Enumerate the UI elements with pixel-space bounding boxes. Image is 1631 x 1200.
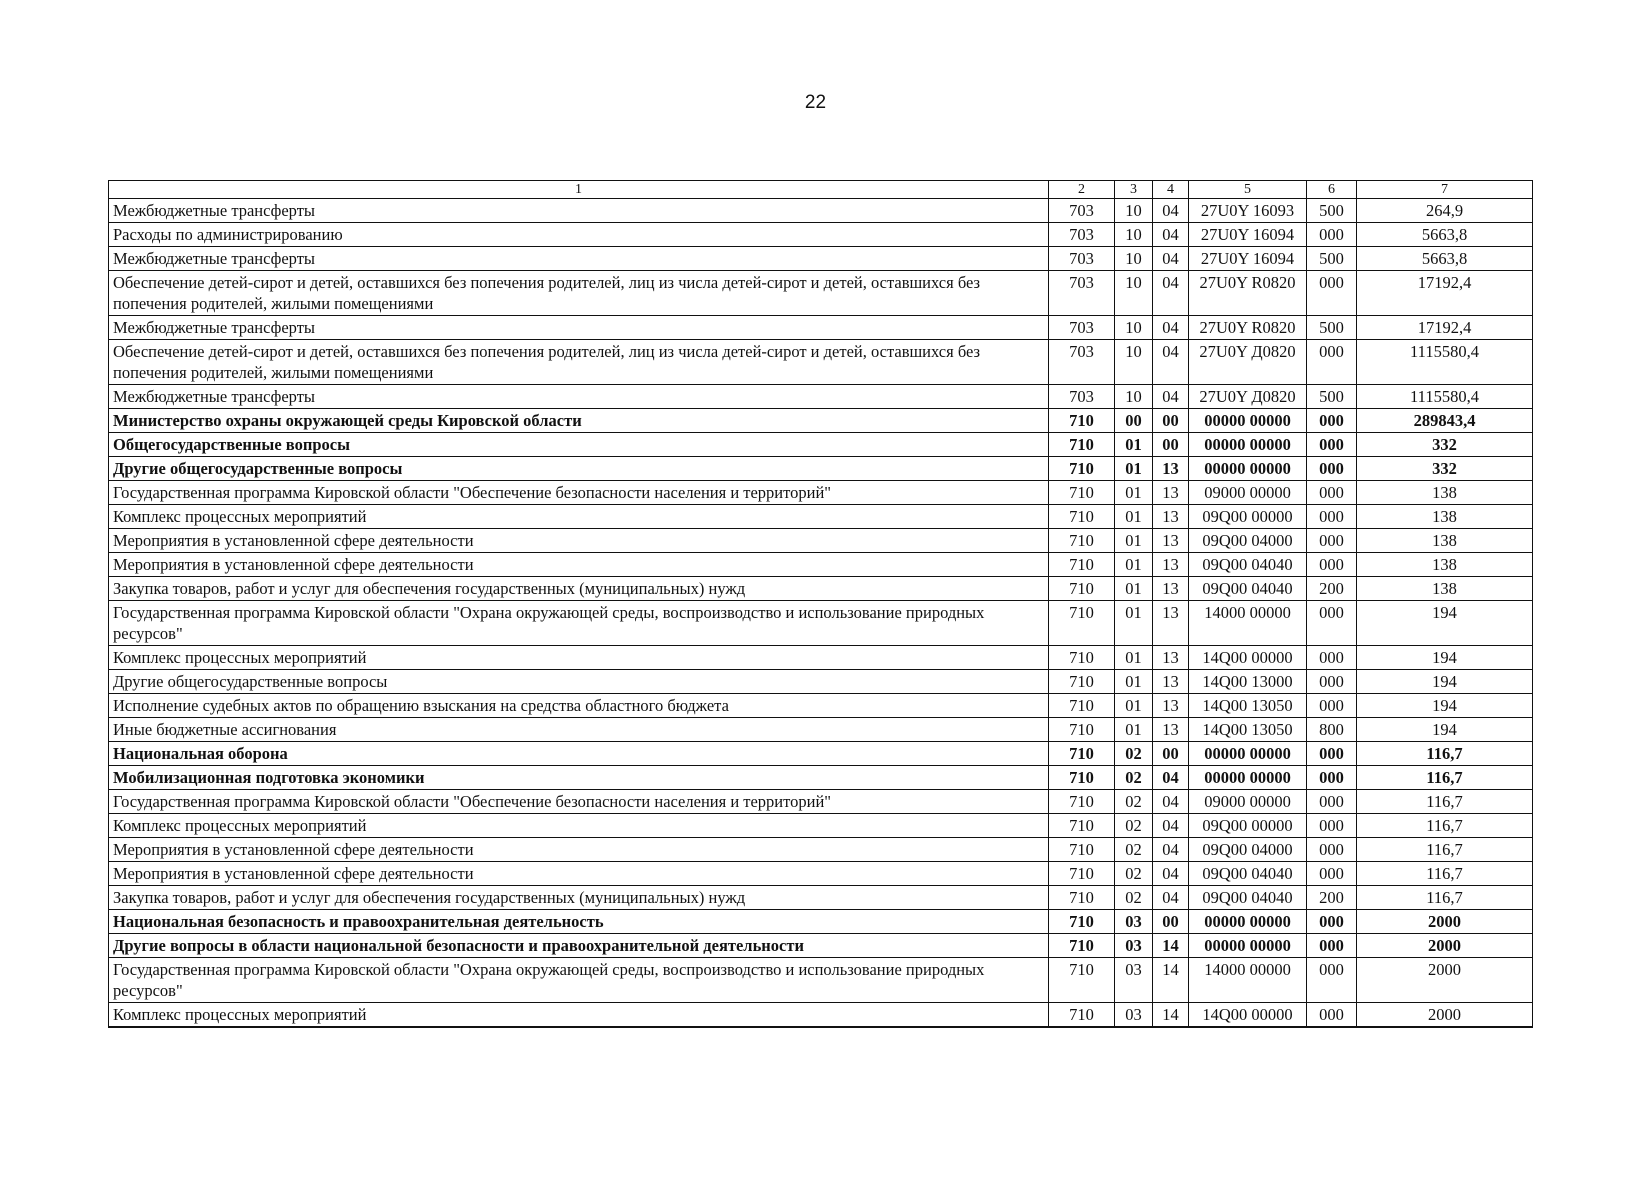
row-code-3-cell: 03 <box>1115 934 1153 958</box>
row-code-6-cell: 000 <box>1307 814 1357 838</box>
row-code-6-cell: 000 <box>1307 910 1357 934</box>
row-code-3-cell: 01 <box>1115 694 1153 718</box>
row-code-4-cell: 13 <box>1153 577 1189 601</box>
row-code-4-cell: 04 <box>1153 247 1189 271</box>
row-code-2-cell: 710 <box>1049 718 1115 742</box>
row-amount-cell: 5663,8 <box>1357 223 1533 247</box>
row-code-3-cell: 02 <box>1115 814 1153 838</box>
row-code-2-cell: 710 <box>1049 742 1115 766</box>
row-code-2-cell: 710 <box>1049 790 1115 814</box>
budget-table <box>108 180 1533 1028</box>
row-code-2-cell: 710 <box>1049 958 1115 1003</box>
row-code-4-cell: 13 <box>1153 601 1189 646</box>
table-row <box>109 340 1533 385</box>
row-name-cell: Государственная программа Кировской области "Охрана окружающей среды, воспроизводство и использование природных ресурсов" <box>109 601 1049 646</box>
row-code-6-cell: 000 <box>1307 934 1357 958</box>
row-amount-cell: 2000 <box>1357 1003 1533 1028</box>
row-name-cell: Комплекс процессных мероприятий <box>109 646 1049 670</box>
row-code-3-cell: 03 <box>1115 1003 1153 1028</box>
row-code-4-cell: 04 <box>1153 316 1189 340</box>
row-name-cell: Комплекс процессных мероприятий <box>109 1003 1049 1028</box>
row-code-2-cell: 710 <box>1049 934 1115 958</box>
row-amount-cell: 138 <box>1357 505 1533 529</box>
row-code-6-cell: 200 <box>1307 577 1357 601</box>
row-amount-cell: 116,7 <box>1357 766 1533 790</box>
row-name-cell: Государственная программа Кировской области "Обеспечение безопасности населения и территорий" <box>109 790 1049 814</box>
row-code-6-cell: 000 <box>1307 433 1357 457</box>
row-code-4-cell: 04 <box>1153 814 1189 838</box>
row-code-2-cell: 710 <box>1049 433 1115 457</box>
table-row <box>109 862 1533 886</box>
row-code-4-cell: 13 <box>1153 457 1189 481</box>
row-amount-cell: 138 <box>1357 553 1533 577</box>
row-name-cell: Мероприятия в установленной сфере деятельности <box>109 529 1049 553</box>
row-amount-cell: 194 <box>1357 646 1533 670</box>
row-name-cell: Общегосударственные вопросы <box>109 433 1049 457</box>
row-code-5-cell: 00000 00000 <box>1189 910 1307 934</box>
row-code-4-cell: 14 <box>1153 958 1189 1003</box>
row-code-6-cell: 000 <box>1307 601 1357 646</box>
row-code-2-cell: 703 <box>1049 340 1115 385</box>
row-code-6-cell: 800 <box>1307 718 1357 742</box>
row-code-6-cell: 000 <box>1307 862 1357 886</box>
table-row <box>109 271 1533 316</box>
row-code-2-cell: 710 <box>1049 670 1115 694</box>
row-code-3-cell: 03 <box>1115 958 1153 1003</box>
row-code-4-cell: 13 <box>1153 481 1189 505</box>
row-code-5-cell: 09Q00 04040 <box>1189 577 1307 601</box>
row-code-4-cell: 04 <box>1153 790 1189 814</box>
row-code-4-cell: 04 <box>1153 862 1189 886</box>
row-code-5-cell: 09Q00 04040 <box>1189 862 1307 886</box>
row-code-5-cell: 00000 00000 <box>1189 409 1307 433</box>
row-code-2-cell: 703 <box>1049 271 1115 316</box>
row-code-3-cell: 10 <box>1115 271 1153 316</box>
table-row <box>109 385 1533 409</box>
row-code-6-cell: 000 <box>1307 553 1357 577</box>
row-name-cell: Межбюджетные трансферты <box>109 199 1049 223</box>
table-row <box>109 910 1533 934</box>
row-code-6-cell: 000 <box>1307 457 1357 481</box>
row-code-4-cell: 04 <box>1153 223 1189 247</box>
row-name-cell: Межбюджетные трансферты <box>109 316 1049 340</box>
row-code-6-cell: 000 <box>1307 742 1357 766</box>
row-code-4-cell: 04 <box>1153 838 1189 862</box>
row-amount-cell: 116,7 <box>1357 886 1533 910</box>
row-code-4-cell: 00 <box>1153 742 1189 766</box>
table-row <box>109 601 1533 646</box>
row-code-2-cell: 710 <box>1049 553 1115 577</box>
row-code-4-cell: 04 <box>1153 886 1189 910</box>
row-name-cell: Комплекс процессных мероприятий <box>109 814 1049 838</box>
table-row <box>109 670 1533 694</box>
row-code-3-cell: 02 <box>1115 886 1153 910</box>
row-code-6-cell: 000 <box>1307 340 1357 385</box>
row-code-3-cell: 01 <box>1115 433 1153 457</box>
row-code-3-cell: 01 <box>1115 718 1153 742</box>
row-name-cell: Комплекс процессных мероприятий <box>109 505 1049 529</box>
row-code-3-cell: 01 <box>1115 601 1153 646</box>
row-amount-cell: 2000 <box>1357 934 1533 958</box>
row-code-2-cell: 710 <box>1049 529 1115 553</box>
row-code-4-cell: 04 <box>1153 766 1189 790</box>
header-col-3: 3 <box>1115 181 1153 199</box>
row-code-4-cell: 04 <box>1153 271 1189 316</box>
row-code-4-cell: 00 <box>1153 409 1189 433</box>
row-amount-cell: 138 <box>1357 481 1533 505</box>
row-name-cell: Другие общегосударственные вопросы <box>109 670 1049 694</box>
row-code-2-cell: 703 <box>1049 316 1115 340</box>
table-row <box>109 694 1533 718</box>
header-col-7: 7 <box>1357 181 1533 199</box>
row-amount-cell: 5663,8 <box>1357 247 1533 271</box>
row-code-3-cell: 10 <box>1115 223 1153 247</box>
table-row <box>109 457 1533 481</box>
row-code-5-cell: 09Q00 00000 <box>1189 505 1307 529</box>
row-code-3-cell: 10 <box>1115 385 1153 409</box>
row-name-cell: Мероприятия в установленной сфере деятельности <box>109 862 1049 886</box>
row-code-5-cell: 27U0Y R0820 <box>1189 316 1307 340</box>
table-body <box>109 199 1533 1028</box>
row-amount-cell: 194 <box>1357 718 1533 742</box>
row-code-2-cell: 710 <box>1049 838 1115 862</box>
row-name-cell: Мероприятия в установленной сфере деятельности <box>109 838 1049 862</box>
row-code-5-cell: 09Q00 04000 <box>1189 838 1307 862</box>
row-code-2-cell: 710 <box>1049 910 1115 934</box>
row-code-4-cell: 04 <box>1153 340 1189 385</box>
header-col-1: 1 <box>109 181 1049 199</box>
row-code-6-cell: 000 <box>1307 766 1357 790</box>
row-code-5-cell: 09000 00000 <box>1189 790 1307 814</box>
table-row <box>109 247 1533 271</box>
table-row <box>109 433 1533 457</box>
row-amount-cell: 332 <box>1357 433 1533 457</box>
row-code-3-cell: 03 <box>1115 910 1153 934</box>
row-code-4-cell: 13 <box>1153 553 1189 577</box>
row-code-3-cell: 00 <box>1115 409 1153 433</box>
row-code-6-cell: 000 <box>1307 838 1357 862</box>
row-code-4-cell: 14 <box>1153 934 1189 958</box>
row-code-4-cell: 04 <box>1153 199 1189 223</box>
row-amount-cell: 264,9 <box>1357 199 1533 223</box>
row-code-4-cell: 14 <box>1153 1003 1189 1028</box>
row-code-5-cell: 00000 00000 <box>1189 433 1307 457</box>
row-code-6-cell: 000 <box>1307 271 1357 316</box>
row-code-3-cell: 01 <box>1115 481 1153 505</box>
row-code-5-cell: 09Q00 00000 <box>1189 814 1307 838</box>
row-code-3-cell: 01 <box>1115 553 1153 577</box>
row-code-4-cell: 04 <box>1153 385 1189 409</box>
row-code-6-cell: 000 <box>1307 529 1357 553</box>
row-code-2-cell: 710 <box>1049 766 1115 790</box>
table-row <box>109 529 1533 553</box>
row-code-2-cell: 710 <box>1049 1003 1115 1028</box>
row-code-5-cell: 00000 00000 <box>1189 457 1307 481</box>
row-name-cell: Другие общегосударственные вопросы <box>109 457 1049 481</box>
row-code-5-cell: 27U0Y Д0820 <box>1189 340 1307 385</box>
row-code-3-cell: 02 <box>1115 862 1153 886</box>
row-amount-cell: 116,7 <box>1357 790 1533 814</box>
row-code-5-cell: 14Q00 13050 <box>1189 718 1307 742</box>
row-name-cell: Национальная оборона <box>109 742 1049 766</box>
table-row <box>109 790 1533 814</box>
row-code-2-cell: 710 <box>1049 577 1115 601</box>
row-code-5-cell: 27U0Y 16093 <box>1189 199 1307 223</box>
row-amount-cell: 289843,4 <box>1357 409 1533 433</box>
row-code-6-cell: 000 <box>1307 670 1357 694</box>
row-name-cell: Расходы по администрированию <box>109 223 1049 247</box>
row-code-5-cell: 14Q00 13000 <box>1189 670 1307 694</box>
table-row <box>109 199 1533 223</box>
row-amount-cell: 1115580,4 <box>1357 340 1533 385</box>
row-code-2-cell: 703 <box>1049 223 1115 247</box>
row-name-cell: Мероприятия в установленной сфере деятельности <box>109 553 1049 577</box>
table-header-row <box>109 181 1533 199</box>
row-amount-cell: 2000 <box>1357 958 1533 1003</box>
row-code-4-cell: 13 <box>1153 505 1189 529</box>
row-name-cell: Обеспечение детей-сирот и детей, оставшихся без попечения родителей, лиц из числа детей-сирот и детей, оставшихся без попечения родителей, жилыми помещениями <box>109 340 1049 385</box>
row-name-cell: Министерство охраны окружающей среды Кировской области <box>109 409 1049 433</box>
row-code-3-cell: 02 <box>1115 766 1153 790</box>
row-code-5-cell: 14Q00 00000 <box>1189 1003 1307 1028</box>
row-code-5-cell: 27U0Y Д0820 <box>1189 385 1307 409</box>
table-row <box>109 223 1533 247</box>
table-row <box>109 742 1533 766</box>
row-code-2-cell: 710 <box>1049 646 1115 670</box>
table-row <box>109 505 1533 529</box>
table-row <box>109 553 1533 577</box>
row-name-cell: Исполнение судебных актов по обращению взыскания на средства областного бюджета <box>109 694 1049 718</box>
row-name-cell: Обеспечение детей-сирот и детей, оставшихся без попечения родителей, лиц из числа детей-сирот и детей, оставшихся без попечения родителей, жилыми помещениями <box>109 271 1049 316</box>
row-name-cell: Другие вопросы в области национальной безопасности и правоохранительной деятельности <box>109 934 1049 958</box>
row-name-cell: Закупка товаров, работ и услуг для обеспечения государственных (муниципальных) нужд <box>109 577 1049 601</box>
table-row <box>109 718 1533 742</box>
row-amount-cell: 1115580,4 <box>1357 385 1533 409</box>
header-col-5: 5 <box>1189 181 1307 199</box>
row-code-6-cell: 000 <box>1307 223 1357 247</box>
row-code-6-cell: 000 <box>1307 1003 1357 1028</box>
row-amount-cell: 116,7 <box>1357 814 1533 838</box>
row-code-6-cell: 000 <box>1307 958 1357 1003</box>
table-row <box>109 646 1533 670</box>
row-code-5-cell: 27U0Y 16094 <box>1189 247 1307 271</box>
row-code-5-cell: 00000 00000 <box>1189 766 1307 790</box>
row-code-3-cell: 10 <box>1115 199 1153 223</box>
row-code-6-cell: 000 <box>1307 646 1357 670</box>
row-code-4-cell: 13 <box>1153 694 1189 718</box>
table-row <box>109 577 1533 601</box>
row-code-4-cell: 13 <box>1153 670 1189 694</box>
row-code-5-cell: 14Q00 00000 <box>1189 646 1307 670</box>
row-code-6-cell: 000 <box>1307 409 1357 433</box>
row-code-6-cell: 000 <box>1307 790 1357 814</box>
row-code-3-cell: 02 <box>1115 838 1153 862</box>
row-amount-cell: 194 <box>1357 601 1533 646</box>
row-code-6-cell: 200 <box>1307 886 1357 910</box>
row-code-3-cell: 10 <box>1115 316 1153 340</box>
row-amount-cell: 138 <box>1357 529 1533 553</box>
table-row <box>109 481 1533 505</box>
row-code-4-cell: 00 <box>1153 433 1189 457</box>
row-name-cell: Национальная безопасность и правоохранительная деятельность <box>109 910 1049 934</box>
row-code-2-cell: 710 <box>1049 481 1115 505</box>
row-amount-cell: 17192,4 <box>1357 316 1533 340</box>
row-code-3-cell: 01 <box>1115 529 1153 553</box>
row-code-2-cell: 710 <box>1049 886 1115 910</box>
row-name-cell: Государственная программа Кировской области "Обеспечение безопасности населения и территорий" <box>109 481 1049 505</box>
row-code-3-cell: 01 <box>1115 457 1153 481</box>
row-name-cell: Межбюджетные трансферты <box>109 247 1049 271</box>
table-row <box>109 934 1533 958</box>
header-col-6: 6 <box>1307 181 1357 199</box>
row-code-2-cell: 710 <box>1049 505 1115 529</box>
table-row <box>109 316 1533 340</box>
header-col-2: 2 <box>1049 181 1115 199</box>
row-code-2-cell: 710 <box>1049 457 1115 481</box>
row-code-2-cell: 703 <box>1049 247 1115 271</box>
row-name-cell: Закупка товаров, работ и услуг для обеспечения государственных (муниципальных) нужд <box>109 886 1049 910</box>
row-code-3-cell: 01 <box>1115 670 1153 694</box>
row-code-6-cell: 500 <box>1307 316 1357 340</box>
row-code-4-cell: 13 <box>1153 718 1189 742</box>
row-amount-cell: 116,7 <box>1357 862 1533 886</box>
row-code-3-cell: 10 <box>1115 247 1153 271</box>
row-name-cell: Государственная программа Кировской области "Охрана окружающей среды, воспроизводство и использование природных ресурсов" <box>109 958 1049 1003</box>
row-code-3-cell: 01 <box>1115 577 1153 601</box>
row-code-5-cell: 14000 00000 <box>1189 601 1307 646</box>
row-code-3-cell: 01 <box>1115 505 1153 529</box>
row-code-5-cell: 09Q00 04040 <box>1189 886 1307 910</box>
table-row <box>109 814 1533 838</box>
row-code-5-cell: 09Q00 04000 <box>1189 529 1307 553</box>
row-amount-cell: 2000 <box>1357 910 1533 934</box>
row-amount-cell: 194 <box>1357 694 1533 718</box>
row-code-3-cell: 02 <box>1115 790 1153 814</box>
row-code-2-cell: 710 <box>1049 862 1115 886</box>
row-code-6-cell: 500 <box>1307 385 1357 409</box>
row-code-2-cell: 710 <box>1049 601 1115 646</box>
row-code-5-cell: 09Q00 04040 <box>1189 553 1307 577</box>
row-code-5-cell: 27U0Y 16094 <box>1189 223 1307 247</box>
row-code-6-cell: 000 <box>1307 505 1357 529</box>
table-row <box>109 838 1533 862</box>
row-amount-cell: 138 <box>1357 577 1533 601</box>
table-row <box>109 958 1533 1003</box>
row-code-5-cell: 00000 00000 <box>1189 934 1307 958</box>
page-number: 22 <box>804 92 827 113</box>
row-code-3-cell: 01 <box>1115 646 1153 670</box>
row-code-3-cell: 10 <box>1115 340 1153 385</box>
row-code-5-cell: 27U0Y R0820 <box>1189 271 1307 316</box>
header-col-4: 4 <box>1153 181 1189 199</box>
row-amount-cell: 17192,4 <box>1357 271 1533 316</box>
row-code-2-cell: 703 <box>1049 199 1115 223</box>
row-code-6-cell: 500 <box>1307 199 1357 223</box>
row-code-6-cell: 000 <box>1307 481 1357 505</box>
row-code-5-cell: 14Q00 13050 <box>1189 694 1307 718</box>
row-code-4-cell: 13 <box>1153 646 1189 670</box>
row-code-6-cell: 000 <box>1307 694 1357 718</box>
row-amount-cell: 116,7 <box>1357 838 1533 862</box>
row-code-2-cell: 710 <box>1049 409 1115 433</box>
table-row <box>109 1003 1533 1028</box>
row-code-2-cell: 710 <box>1049 694 1115 718</box>
table-row <box>109 409 1533 433</box>
row-name-cell: Межбюджетные трансферты <box>109 385 1049 409</box>
row-code-5-cell: 00000 00000 <box>1189 742 1307 766</box>
row-code-5-cell: 14000 00000 <box>1189 958 1307 1003</box>
table-row <box>109 886 1533 910</box>
row-code-5-cell: 09000 00000 <box>1189 481 1307 505</box>
row-code-2-cell: 710 <box>1049 814 1115 838</box>
row-name-cell: Иные бюджетные ассигнования <box>109 718 1049 742</box>
row-code-2-cell: 703 <box>1049 385 1115 409</box>
row-amount-cell: 116,7 <box>1357 742 1533 766</box>
row-code-3-cell: 02 <box>1115 742 1153 766</box>
row-amount-cell: 332 <box>1357 457 1533 481</box>
row-code-6-cell: 500 <box>1307 247 1357 271</box>
row-name-cell: Мобилизационная подготовка экономики <box>109 766 1049 790</box>
row-code-4-cell: 00 <box>1153 910 1189 934</box>
row-code-4-cell: 13 <box>1153 529 1189 553</box>
table-row <box>109 766 1533 790</box>
row-amount-cell: 194 <box>1357 670 1533 694</box>
